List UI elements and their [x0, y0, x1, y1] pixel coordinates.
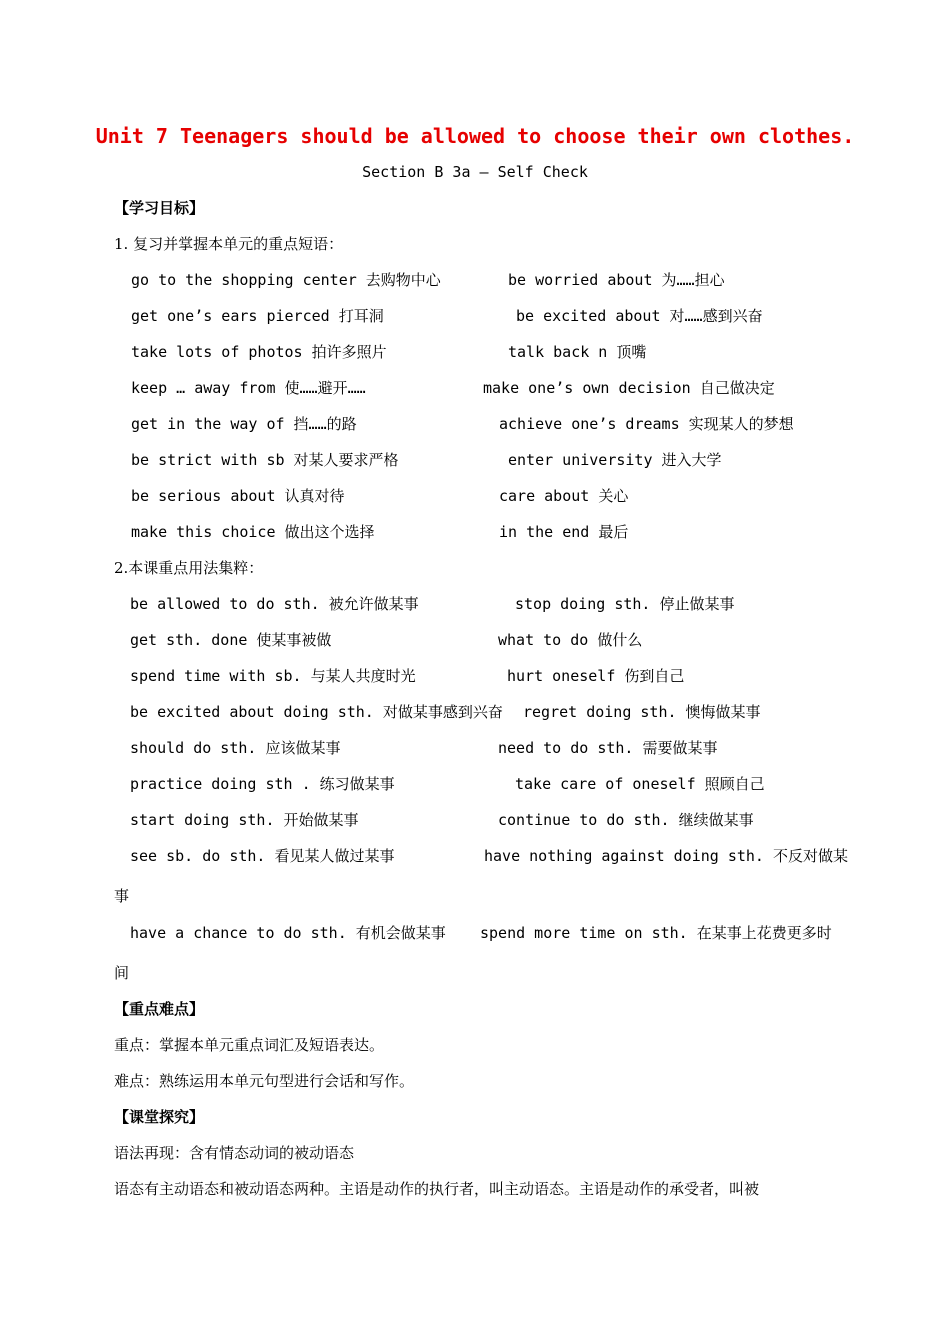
document-title: Unit 7 Teenagers should be allowed to choose their own clothes.: [95, 124, 855, 148]
point-2-label: 2.本课重点用法集粹：: [114, 559, 264, 577]
usage-item: spend more time on sth. 在某事上花费更多时: [480, 924, 832, 942]
usage-item: have a chance to do sth. 有机会做某事: [130, 924, 446, 942]
usage-item: be allowed to do sth. 被允许做某事: [130, 595, 419, 613]
phrase-item: take lots of photos 拍许多照片: [131, 343, 387, 361]
phrase-item: achieve one’s dreams 实现某人的梦想: [499, 415, 794, 433]
heading-class-exploration: 【课堂探究】: [114, 1108, 205, 1126]
usage-item: have nothing against doing sth. 不反对做某: [484, 847, 848, 865]
difficult-point-text: 难点：熟练运用本单元句型进行会话和写作。: [114, 1072, 415, 1090]
phrase-item: in the end 最后: [499, 523, 629, 541]
section-subtitle: Section B 3a — Self Check: [362, 163, 588, 181]
heading-key-points: 【重点难点】: [114, 1000, 205, 1018]
heading-learning-goals: 【学习目标】: [114, 199, 205, 217]
phrase-item: talk back n 顶嘴: [508, 343, 647, 361]
grammar-paragraph: 语态有主动语态和被动语态两种。主语是动作的执行者，叫主动语态。主语是动作的承受者，叫被: [114, 1180, 760, 1198]
usage-item: hurt oneself 伤到自己: [507, 667, 685, 685]
usage-item: practice doing sth . 练习做某事: [130, 775, 395, 793]
usage-item: get sth. done 使某事被做: [130, 631, 332, 649]
usage-item: should do sth. 应该做某事: [130, 739, 341, 757]
usage-item: take care of oneself 照顾自己: [515, 775, 765, 793]
phrase-item: make this choice 做出这个选择: [131, 523, 375, 541]
usage-item: regret doing sth. 懊悔做某事: [523, 703, 761, 721]
phrase-item: be serious about 认真对待: [131, 487, 345, 505]
usage-item: be excited about doing sth. 对做某事感到兴奋: [130, 703, 503, 721]
usage-wrap-text: 间: [114, 964, 130, 982]
phrase-item: make one’s own decision 自己做决定: [483, 379, 775, 397]
key-point-text: 重点：掌握本单元重点词汇及短语表达。: [114, 1036, 385, 1054]
grammar-title: 语法再现：含有情态动词的被动语态: [114, 1144, 355, 1162]
phrase-item: enter university 进入大学: [508, 451, 722, 469]
phrase-item: keep … away from 使……避开……: [131, 379, 366, 397]
phrase-item: get one’s ears pierced 打耳洞: [131, 307, 384, 325]
usage-wrap-text: 事: [114, 887, 130, 905]
phrase-item: be excited about 对……感到兴奋: [516, 307, 763, 325]
usage-item: what to do 做什么: [498, 631, 643, 649]
phrase-item: be worried about 为……担心: [508, 271, 725, 289]
usage-item: continue to do sth. 继续做某事: [498, 811, 754, 829]
usage-item: spend time with sb. 与某人共度时光: [130, 667, 416, 685]
phrase-item: care about 关心: [499, 487, 629, 505]
phrase-item: get in the way of 挡……的路: [131, 415, 357, 433]
usage-item: stop doing sth. 停止做某事: [515, 595, 735, 613]
usage-item: see sb. do sth. 看见某人做过某事: [130, 847, 395, 865]
phrase-item: be strict with sb 对某人要求严格: [131, 451, 399, 469]
phrase-item: go to the shopping center 去购物中心: [131, 271, 441, 289]
usage-item: start doing sth. 开始做某事: [130, 811, 359, 829]
point-1-label: 1. 复习并掌握本单元的重点短语：: [114, 235, 344, 253]
usage-item: need to do sth. 需要做某事: [498, 739, 718, 757]
